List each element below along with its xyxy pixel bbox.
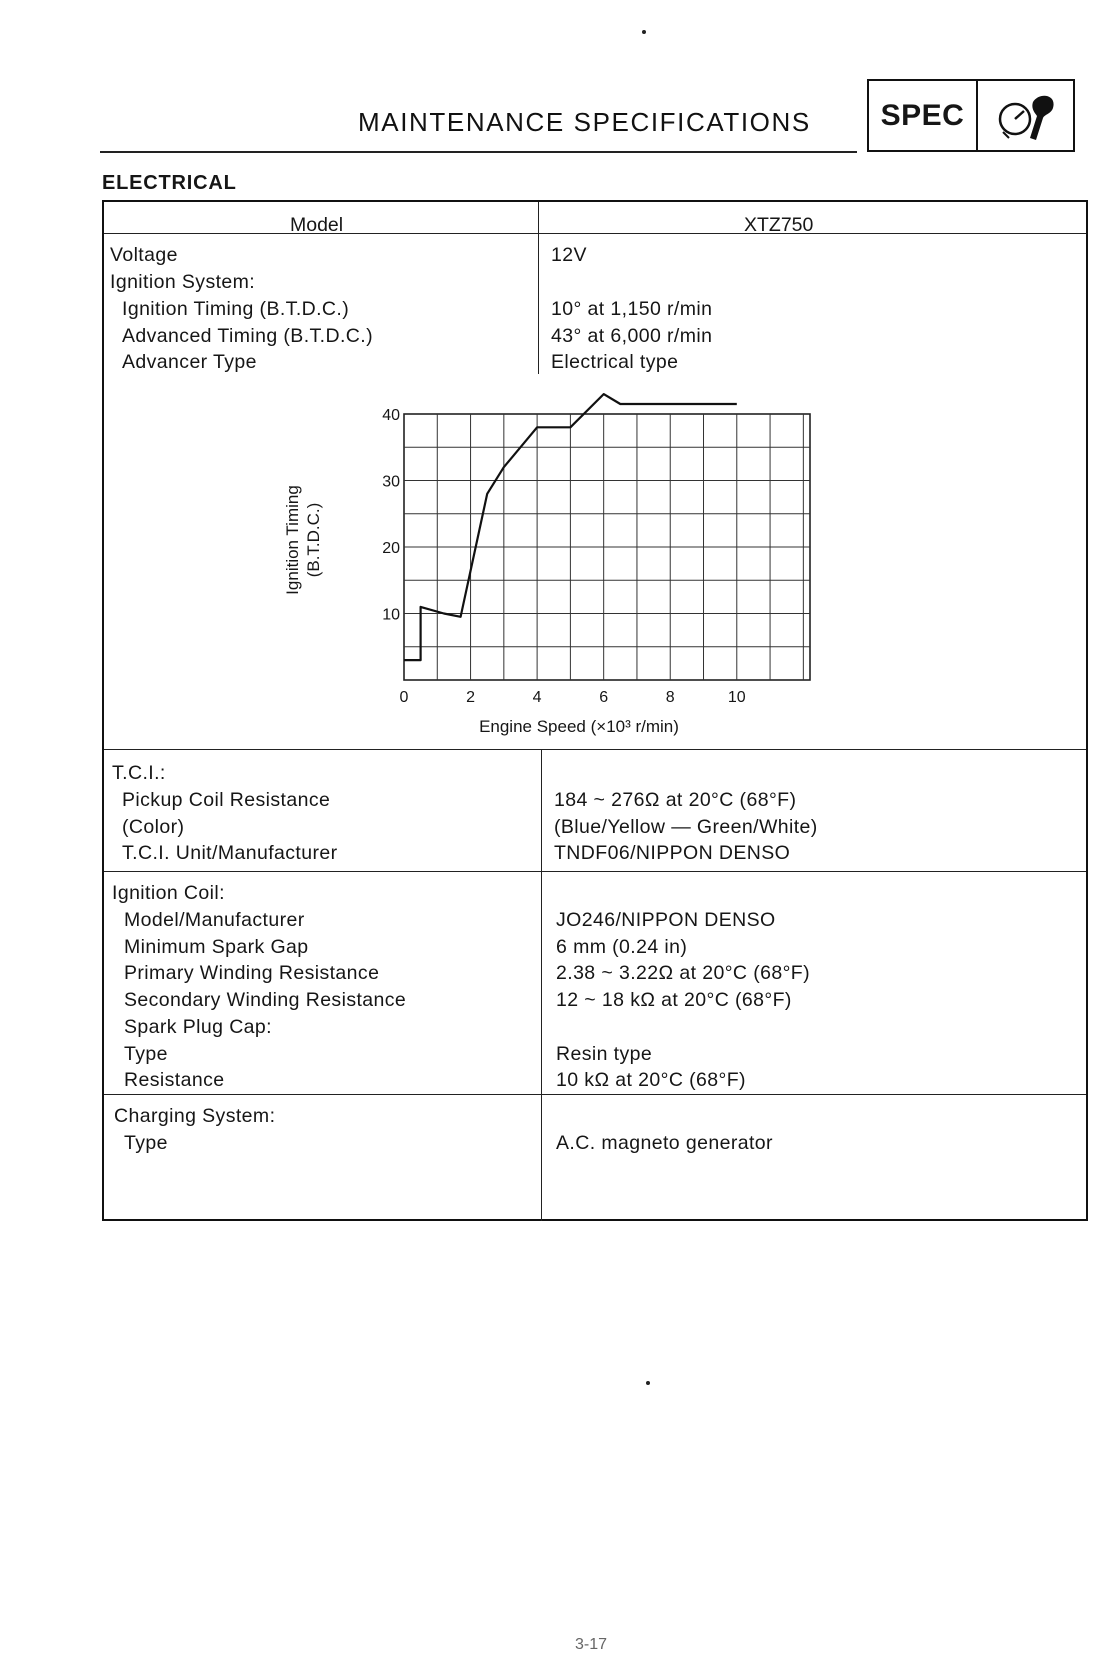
chart-x-axis-label: Engine Speed (×10³ r/min) [479, 717, 679, 736]
ignition-timing-chart [104, 202, 1086, 747]
value-voltage: 12V [551, 244, 587, 266]
value-cap-resistance: 10 kΩ at 20°C (68°F) [556, 1069, 746, 1091]
label-spark-gap: Minimum Spark Gap [124, 936, 309, 958]
chart-x-tick-label: 0 [399, 689, 409, 706]
value-charging-type: A.C. magneto generator [556, 1132, 773, 1154]
label-pickup-color: (Color) [122, 816, 185, 838]
chart-x-tick-label: 8 [665, 689, 675, 706]
scan-speck [646, 1381, 650, 1385]
label-advancer-type: Advancer Type [122, 351, 257, 373]
value-coil-model: JO246/NIPPON DENSO [556, 909, 776, 931]
value-pickup-coil: 184 ~ 276Ω at 20°C (68°F) [554, 789, 797, 811]
value-tci-unit: TNDF06/NIPPON DENSO [554, 842, 791, 864]
chart-x-tick-label: 4 [532, 689, 542, 706]
chart-y-tick-label: 10 [382, 606, 400, 624]
value-advancer-type: Electrical type [551, 351, 679, 373]
chart-y-tick-label: 30 [382, 473, 400, 491]
row-divider [104, 871, 1086, 872]
ignition-coil-heading: Ignition Coil: [112, 882, 225, 904]
spec-badge-label: SPEC [869, 81, 978, 150]
label-ignition-timing: Ignition Timing (B.T.D.C.) [122, 298, 350, 320]
value-pickup-color: (Blue/Yellow — Green/White) [554, 816, 818, 838]
title-underline [100, 151, 857, 153]
value-cap-type: Resin type [556, 1043, 653, 1065]
chart-x-tick-label: 6 [599, 689, 609, 706]
column-divider [541, 749, 542, 1221]
label-secondary-winding: Secondary Winding Resistance [124, 989, 407, 1011]
chart-grid [404, 414, 810, 680]
label-ignition-system: Ignition System: [110, 271, 256, 293]
value-secondary-winding: 12 ~ 18 kΩ at 20°C (68°F) [556, 989, 792, 1011]
charging-system-heading: Charging System: [114, 1105, 276, 1127]
row-divider [104, 1094, 1086, 1095]
spec-table [102, 200, 1088, 1221]
scan-speck [642, 30, 646, 34]
label-tci-unit: T.C.I. Unit/Manufacturer [122, 842, 338, 864]
label-voltage: Voltage [110, 244, 178, 266]
tci-heading: T.C.I.: [112, 762, 166, 784]
value-ignition-timing: 10° at 1,150 r/min [551, 298, 713, 320]
chart-y-tick-label: 20 [382, 540, 400, 557]
label-charging-type: Type [124, 1132, 168, 1154]
chart-ticks [382, 407, 746, 706]
label-cap-resistance: Resistance [124, 1069, 225, 1091]
chart-x-tick-label: 10 [727, 689, 746, 706]
chart-y-axis-label: Ignition Timing [283, 485, 302, 595]
value-advanced-timing: 43° at 6,000 r/min [551, 325, 713, 347]
value-primary-winding: 2.38 ~ 3.22Ω at 20°C (68°F) [556, 962, 810, 984]
chart-y-tick-label: 40 [382, 407, 400, 424]
section-title: ELECTRICAL [102, 172, 237, 194]
chart-y-axis-label-unit: (B.T.D.C.) [304, 502, 323, 578]
label-coil-model: Model/Manufacturer [124, 909, 305, 931]
page-number: 3-17 [575, 1636, 608, 1653]
label-spark-plug-cap: Spark Plug Cap: [124, 1016, 272, 1038]
label-primary-winding: Primary Winding Resistance [124, 962, 380, 984]
model-header: Model [290, 214, 344, 236]
chart-x-tick-label: 2 [466, 689, 476, 706]
label-cap-type: Type [124, 1043, 168, 1065]
value-spark-gap: 6 mm (0.24 in) [556, 936, 688, 958]
gauge-wrench-icon [978, 81, 1073, 150]
label-pickup-coil: Pickup Coil Resistance [122, 789, 331, 811]
model-value: XTZ750 [744, 214, 814, 236]
row-divider [104, 749, 1086, 750]
label-advanced-timing: Advanced Timing (B.T.D.C.) [122, 325, 373, 347]
page-title: MAINTENANCE SPECIFICATIONS [358, 107, 811, 137]
spec-badge [867, 79, 1075, 152]
